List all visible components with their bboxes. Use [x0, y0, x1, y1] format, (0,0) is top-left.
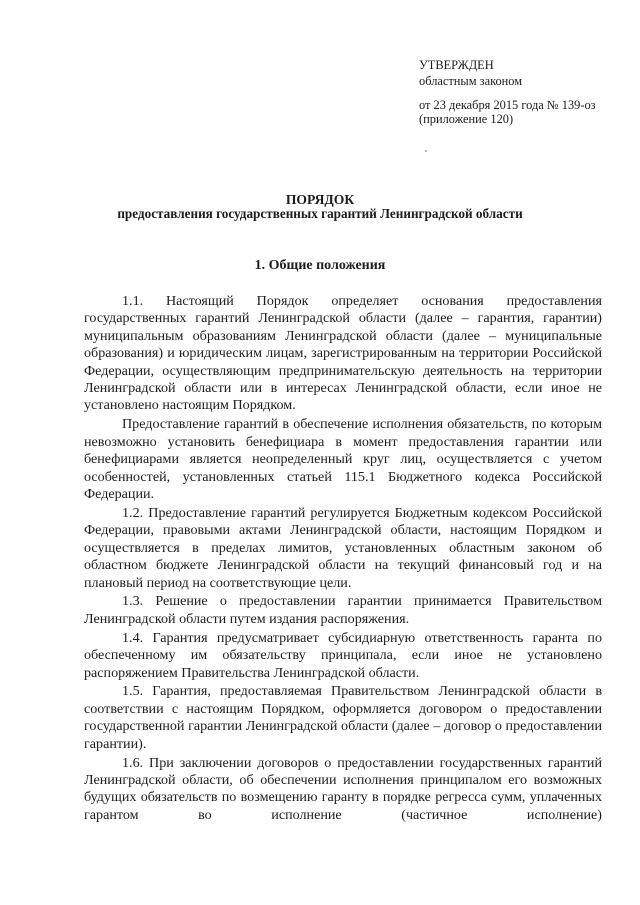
approval-authority: областным законом [419, 74, 523, 88]
approval-law-reference: от 23 декабря 2015 года № 139-оз [419, 98, 596, 112]
document-subtitle: предоставления государственных гарантий Ленинградской области [117, 206, 523, 221]
scan-speck [425, 150, 427, 152]
section-heading: 1. Общие положения [254, 258, 386, 273]
paragraph-1-2: 1.2. Предоставление гарантий регулируется Бюджетным кодексом Российской Федерации, правовыми актами Ленинградской области, настоящим Порядком и осуществляется в пределах лимитов, установленных областным законом об областном бюджете Ленинградской области на текущий финансовый год и на плановый период на соответствующие цели. [84, 504, 602, 591]
paragraph-1-1: 1.1. Настоящий Порядок определяет основания предоставления государственных гарантий Ленинградской области (далее – гарантия, гарантии) муниципальным образованиям Ленинградской области (далее – муниципальные образования) и юридическим лицам, зарегистрированным на территории Российской Федерации, осуществляющим предпринимательскую деятельность на территории Ленинградской области или в интересах Ленинградской области, если иное не установлено настоящим Порядком. [84, 293, 602, 414]
paragraph-1-5: 1.5. Гарантия, предоставляемая Правительством Ленинградской области в соответствии с настоящим Порядком, оформляется договором о предоставлении государственной гарантии Ленинградской области (далее – договор о предоставлении гарантии). [84, 683, 602, 752]
approval-stamp [419, 58, 596, 126]
paragraph-1-6: 1.6. При заключении договоров о предоставлении государственных гарантий Ленинградской области, об обеспечении исполнения принципалом его возможных будущих обязательств по возмещению гаранту в порядке регресса сумм, уплаченных гарантом во исполнение (частичное исполнение) [84, 754, 602, 823]
approval-heading: УТВЕРЖДЕН [419, 58, 494, 72]
document-body [84, 293, 602, 826]
paragraph-1-3: 1.3. Решение о предоставлении гарантии принимается Правительством Ленинградской области путем издания распоряжения. [84, 593, 602, 627]
paragraph-1-1-continued: Предоставление гарантий в обеспечение исполнения обязательств, по которым невозможно установить бенефициара в момент предоставления гарантии или бенефициарами является неопределенный круг лиц, осуществляется с учетом особенностей, установленных статьей 115.1 Бюджетного кодекса Российской Федерации. [84, 416, 602, 502]
paragraph-1-4: 1.4. Гарантия предусматривает субсидиарную ответственность гаранта по обеспеченному им обязательству принципала, если иное не установлено распоряжением Правительства Ленинградской области. [84, 629, 602, 681]
approval-annex-reference: (приложение 120) [419, 112, 514, 126]
document-title: ПОРЯДОК [285, 192, 355, 207]
